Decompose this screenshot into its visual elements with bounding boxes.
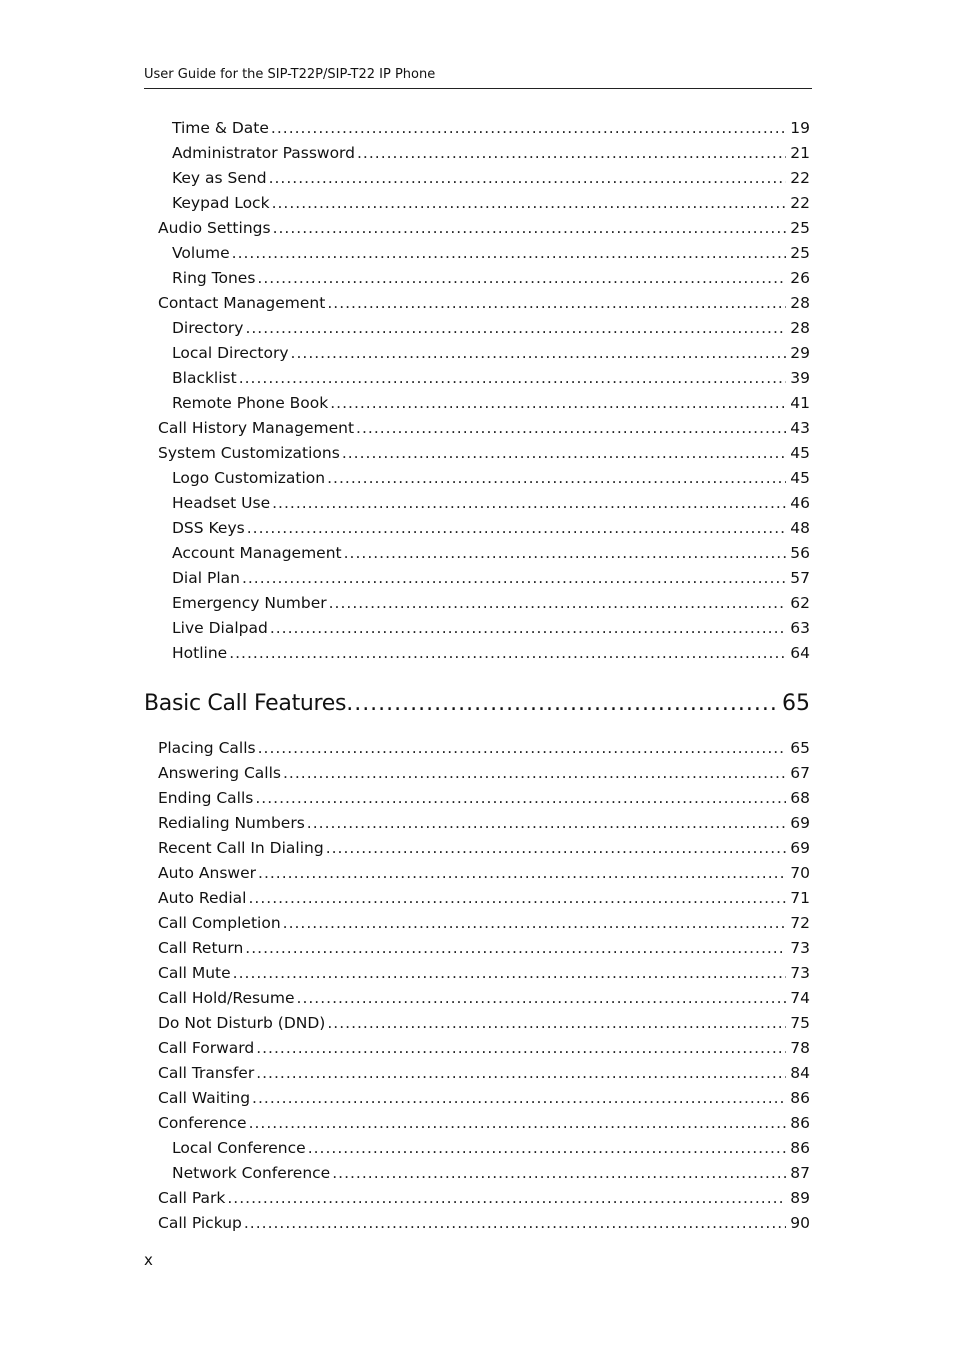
toc-entry[interactable] xyxy=(144,491,810,516)
toc-entry-title: Call Transfer xyxy=(158,1064,255,1082)
toc-list-top xyxy=(144,116,810,666)
toc-entry-page: 26 xyxy=(790,269,810,287)
toc-entry-title: Call Mute xyxy=(158,964,231,982)
toc-entry[interactable] xyxy=(144,441,810,466)
toc-entry[interactable] xyxy=(144,266,810,291)
toc-entry-page: 69 xyxy=(790,839,810,857)
toc-entry[interactable] xyxy=(144,216,810,241)
leader-dots xyxy=(252,1086,786,1111)
leader-dots xyxy=(297,986,787,1011)
toc-entry-title: Recent Call In Dialing xyxy=(158,839,324,857)
toc-entry-page: 22 xyxy=(790,169,810,187)
toc-entry[interactable] xyxy=(144,416,810,441)
leader-dots xyxy=(283,761,786,786)
toc-entry-page: 19 xyxy=(790,119,810,137)
toc-entry-title: Call Pickup xyxy=(158,1214,242,1232)
toc-entry-page: 28 xyxy=(790,294,810,312)
toc-entry-page: 21 xyxy=(790,144,810,162)
toc-entry[interactable] xyxy=(144,886,810,911)
leader-dots xyxy=(255,786,786,811)
toc-entry-page: 90 xyxy=(790,1214,810,1232)
toc-entry-title: Keypad Lock xyxy=(172,194,270,212)
toc-entry-title: Audio Settings xyxy=(158,219,271,237)
leader-dots xyxy=(327,291,786,316)
leader-dots xyxy=(357,141,786,166)
toc-entry-page: 72 xyxy=(790,914,810,932)
header-title: User Guide for the SIP-T22P/SIP-T22 IP Phone xyxy=(144,67,436,82)
running-header xyxy=(144,66,812,89)
toc-entry[interactable] xyxy=(144,1111,810,1136)
toc-entry-page: 43 xyxy=(790,419,810,437)
toc-entry-page: 63 xyxy=(790,619,810,637)
toc-entry[interactable] xyxy=(144,1036,810,1061)
leader-dots xyxy=(229,641,786,666)
leader-dots xyxy=(327,466,786,491)
leader-dots xyxy=(342,441,786,466)
leader-dots xyxy=(249,1111,787,1136)
toc-list-bottom xyxy=(144,736,810,1236)
toc-entry[interactable] xyxy=(144,366,810,391)
leader-dots xyxy=(326,836,787,861)
toc-entry-page: 71 xyxy=(790,889,810,907)
leader-dots xyxy=(269,166,787,191)
toc-entry-title: Key as Send xyxy=(172,169,267,187)
leader-dots xyxy=(244,1211,786,1236)
toc-entry-title: Contact Management xyxy=(158,294,326,312)
toc-entry-page: 64 xyxy=(790,644,810,662)
leader-dots xyxy=(248,886,786,911)
toc-entry-page: 56 xyxy=(790,544,810,562)
leader-dots xyxy=(344,541,787,566)
toc-entry[interactable] xyxy=(144,516,810,541)
toc-entry[interactable] xyxy=(144,116,810,141)
leader-dots xyxy=(327,1011,786,1036)
leader-dots xyxy=(258,861,786,886)
toc-entry[interactable] xyxy=(144,616,810,641)
toc-entry-title: Answering Calls xyxy=(158,764,281,782)
leader-dots xyxy=(271,116,786,141)
toc-entry-title: Auto Redial xyxy=(158,889,247,907)
toc-entry[interactable] xyxy=(144,861,810,886)
toc-entry[interactable] xyxy=(144,786,810,811)
leader-dots xyxy=(272,191,787,216)
toc-entry-title: Ending Calls xyxy=(158,789,254,807)
leader-dots xyxy=(232,241,787,266)
toc-entry[interactable] xyxy=(144,1161,810,1186)
toc-entry-page: 41 xyxy=(790,394,810,412)
toc-entry[interactable] xyxy=(144,1061,810,1086)
toc-entry-page: 65 xyxy=(790,739,810,757)
leader-dots xyxy=(233,961,787,986)
leader-dots xyxy=(283,911,787,936)
toc-entry-title: Hotline xyxy=(172,644,228,662)
toc-entry[interactable] xyxy=(144,591,810,616)
toc-entry-page: 48 xyxy=(790,519,810,537)
toc-entry-page: 69 xyxy=(790,814,810,832)
toc-entry-title: Headset Use xyxy=(172,494,271,512)
leader-dots xyxy=(346,686,780,722)
toc-entry-page: 39 xyxy=(790,369,810,387)
toc-entry[interactable] xyxy=(144,141,810,166)
toc-entry-title: Call Hold/Resume xyxy=(158,989,295,1007)
toc-entry[interactable] xyxy=(144,291,810,316)
toc-entry-title: Conference xyxy=(158,1114,247,1132)
toc-entry-title: Call Forward xyxy=(158,1039,255,1057)
toc-entry-title: Time & Date xyxy=(172,119,269,137)
toc-entry[interactable] xyxy=(144,1186,810,1211)
toc-entry[interactable] xyxy=(144,191,810,216)
leader-dots xyxy=(227,1186,786,1211)
toc-entry-title: Blacklist xyxy=(172,369,237,387)
leader-dots xyxy=(245,936,786,961)
toc-entry-page: 62 xyxy=(790,594,810,612)
toc-entry-title: System Customizations xyxy=(158,444,340,462)
toc-entry-page: 86 xyxy=(790,1114,810,1132)
toc-entry-page: 84 xyxy=(790,1064,810,1082)
leader-dots xyxy=(329,591,787,616)
toc-entry-page: 28 xyxy=(790,319,810,337)
leader-dots xyxy=(242,566,786,591)
toc-entry-page: 29 xyxy=(790,344,810,362)
toc-entry-title: Local Directory xyxy=(172,344,289,362)
toc-entry[interactable] xyxy=(144,166,810,191)
toc-entry-title: Administrator Password xyxy=(172,144,355,162)
toc-entry-page: 67 xyxy=(790,764,810,782)
toc-entry-page: 89 xyxy=(790,1189,810,1207)
toc-entry-page: 46 xyxy=(790,494,810,512)
leader-dots xyxy=(330,391,786,416)
toc-entry[interactable] xyxy=(144,936,810,961)
toc-entry[interactable] xyxy=(144,641,810,666)
toc-entry-title: Remote Phone Book xyxy=(172,394,329,412)
toc-entry[interactable] xyxy=(144,736,810,761)
leader-dots xyxy=(256,1061,786,1086)
toc-entry-page: 74 xyxy=(790,989,810,1007)
leader-dots xyxy=(245,316,786,341)
toc-entry-title: Logo Customization xyxy=(172,469,326,487)
leader-dots xyxy=(307,811,786,836)
toc-chapter-entry[interactable] xyxy=(144,686,810,722)
toc-entry-title: Placing Calls xyxy=(158,739,256,757)
toc-entry-page: 75 xyxy=(790,1014,810,1032)
toc-entry-title: Call Waiting xyxy=(158,1089,251,1107)
leader-dots xyxy=(256,1036,786,1061)
toc-entry[interactable] xyxy=(144,761,810,786)
leader-dots xyxy=(291,341,787,366)
leader-dots xyxy=(247,516,787,541)
leader-dots xyxy=(332,1161,786,1186)
toc-entry[interactable] xyxy=(144,1136,810,1161)
toc-entry-title: Account Management xyxy=(172,544,342,562)
toc-entry-page: 73 xyxy=(790,939,810,957)
toc-entry-title: Call History Management xyxy=(158,419,355,437)
leader-dots xyxy=(270,616,786,641)
leader-dots xyxy=(257,266,786,291)
toc-entry-page: 86 xyxy=(790,1139,810,1157)
toc-entry-title: Auto Answer xyxy=(158,864,257,882)
leader-dots xyxy=(308,1136,787,1161)
toc-entry-title: Ring Tones xyxy=(172,269,256,287)
toc-entry[interactable] xyxy=(144,911,810,936)
toc-entry-page: 86 xyxy=(790,1089,810,1107)
toc-entry-page: 45 xyxy=(790,469,810,487)
toc-entry-title: Directory xyxy=(172,319,244,337)
toc-entry-title: Call Completion xyxy=(158,914,281,932)
chapter-title: Basic Call Features xyxy=(144,691,347,716)
toc-entry[interactable] xyxy=(144,811,810,836)
toc-entry[interactable] xyxy=(144,836,810,861)
toc-entry-page: 45 xyxy=(790,444,810,462)
toc-entry[interactable] xyxy=(144,241,810,266)
toc-entry[interactable] xyxy=(144,391,810,416)
toc-entry-title: Dial Plan xyxy=(172,569,240,587)
leader-dots xyxy=(258,736,787,761)
toc-entry[interactable] xyxy=(144,466,810,491)
toc-entry-page: 73 xyxy=(790,964,810,982)
toc-entry[interactable] xyxy=(144,1211,810,1236)
toc-entry[interactable] xyxy=(144,341,810,366)
toc-entry-title: Volume xyxy=(172,244,230,262)
toc-entry-page: 57 xyxy=(790,569,810,587)
toc-entry-title: Local Conference xyxy=(172,1139,306,1157)
chapter-page-number: 65 xyxy=(782,691,810,716)
toc-entry-title: Network Conference xyxy=(172,1164,331,1182)
toc-entry-title: Live Dialpad xyxy=(172,619,268,637)
toc-entry-page: 22 xyxy=(790,194,810,212)
leader-dots xyxy=(239,366,787,391)
toc-entry-page: 87 xyxy=(790,1164,810,1182)
toc-entry-title: Redialing Numbers xyxy=(158,814,305,832)
toc-entry-page: 78 xyxy=(790,1039,810,1057)
toc-entry[interactable] xyxy=(144,1011,810,1036)
toc-entry-title: Emergency Number xyxy=(172,594,327,612)
toc-entry-title: Do Not Disturb (DND) xyxy=(158,1014,326,1032)
toc-entry[interactable] xyxy=(144,316,810,341)
toc-entry-page: 70 xyxy=(790,864,810,882)
leader-dots xyxy=(272,491,786,516)
toc-entry-page: 25 xyxy=(790,244,810,262)
toc-entry[interactable] xyxy=(144,1086,810,1111)
toc-entry-page: 25 xyxy=(790,219,810,237)
toc-entry-page: 68 xyxy=(790,789,810,807)
toc-entry[interactable] xyxy=(144,541,810,566)
toc-entry[interactable] xyxy=(144,566,810,591)
toc-entry[interactable] xyxy=(144,961,810,986)
leader-dots xyxy=(273,216,787,241)
page-number: x xyxy=(144,1251,153,1269)
toc-entry[interactable] xyxy=(144,986,810,1011)
toc-entry-title: Call Return xyxy=(158,939,244,957)
toc-entry-title: Call Park xyxy=(158,1189,226,1207)
leader-dots xyxy=(356,416,786,441)
toc-entry-title: DSS Keys xyxy=(172,519,245,537)
